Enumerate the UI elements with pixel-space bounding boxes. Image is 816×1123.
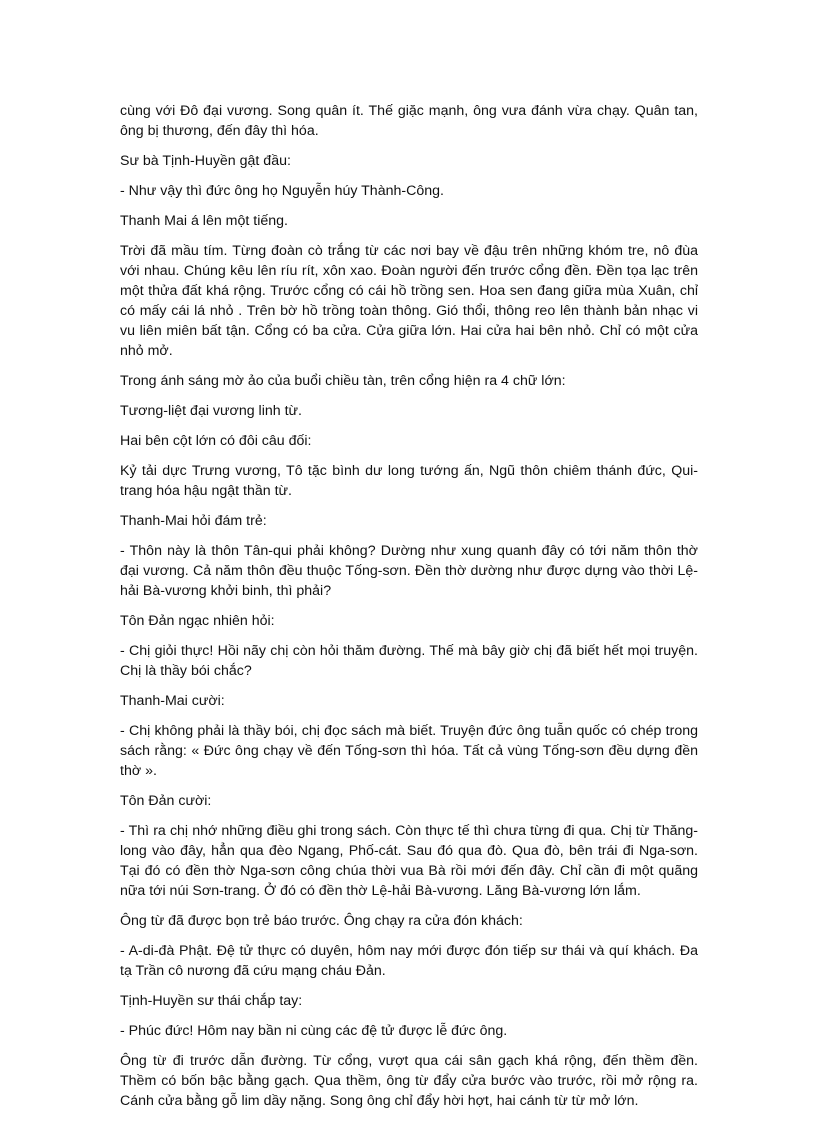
paragraph: Hai bên cột lớn có đôi câu đối: [120,433,312,449]
paragraph: Ông từ đi trước dẫn đường. Từ cổng, vượt qua cái sân gạch khá rộng, đến thềm đền. Thềm có bốn bậc bằng gạch. Qua thềm, ông từ đẩy cửa bước vào trước, rồi mở rộng ra. Cánh cửa bằng gỗ lim dầy nặng. Song ông chỉ đẩy hời hợt, hai cánh từ từ mở lớn. [120,1053,698,1109]
paragraph: - Thì ra chị nhớ những điều ghi trong sách. Còn thực tế thì chưa từng đi qua. Chị từ Thăng-long vào đây, hẳn qua đèo Ngang, Phố-cát. Sau đó qua đò. Qua đò, bên trái đi Nga-sơn. Tại đó có đền thờ Nga-sơn công chúa thời vua Bà rồi mới đến đây. Chỉ cần đi một quãng nữa tới núi Sơn-trang. Ở đó có đền thờ Lệ-hải Bà-vương. Lăng Bà-vương lớn lắm. [120,823,698,899]
paragraph: Trời đã mầu tím. Từng đoàn cò trắng từ các nơi bay về đậu trên những khóm tre, nô đùa với nhau. Chúng kêu lên ríu rít, xôn xao. Đoàn người đến trước cổng đền. Đền tọa lạc trên một thửa đất khá rộng. Trước cổng có cái hồ trồng sen. Hoa sen đang giữa mùa Xuân, chỉ có mấy cái lá nhỏ . Trên bờ hồ trồng toàn thông. Gió thổi, thông reo lên thành bản nhạc vi vu liên miên bất tận. Cổng có ba cửa. Cửa giữa lớn. Hai cửa hai bên nhỏ. Chỉ có một cửa nhỏ mở. [120,243,698,359]
paragraph: Tịnh-Huyền sư thái chắp tay: [120,993,303,1009]
paragraph: Thanh-Mai hỏi đám trẻ: [120,513,267,529]
paragraph: Tương-liệt đại vương linh từ. [120,403,302,419]
paragraph: - Chị không phải là thầy bói, chị đọc sách mà biết. Truyện đức ông tuẫn quốc có chép trong sách rằng: « Đức ông chạy về đến Tống-sơn thì hóa. Tất cả vùng Tống-sơn đều dựng đền thờ ». [120,723,698,779]
paragraph: Kỷ tải dực Trưng vương, Tô tặc bình dư long tướng ấn, Ngũ thôn chiêm thánh đức, Qui-trang hóa hậu ngật thần từ. [120,463,698,499]
paragraph: Ông từ đã được bọn trẻ báo trước. Ông chạy ra cửa đón khách: [120,913,523,929]
document-page [120,101,698,1121]
paragraph: Tôn Đản ngạc nhiên hỏi: [120,613,275,629]
paragraph: - Phúc đức! Hôm nay bần ni cùng các đệ tử được lễ đức ông. [120,1023,508,1039]
paragraph: Thanh Mai á lên một tiếng. [120,213,288,229]
paragraph: - Thôn này là thôn Tân-qui phải không? Dường như xung quanh đây có tới năm thôn thờ đại vương. Cả năm thôn đều thuộc Tống-sơn. Đền thờ dường như được dựng vào thời Lệ-hải Bà-vương khởi binh, thì phải? [120,543,698,599]
paragraph: Trong ánh sáng mờ ảo của buổi chiều tàn, trên cổng hiện ra 4 chữ lớn: [120,373,566,389]
paragraph: Tôn Đản cười: [120,793,212,809]
paragraph: Sư bà Tịnh-Huyền gật đầu: [120,153,291,169]
paragraph: - A-di-đà Phật. Đệ tử thực có duyên, hôm nay mới được đón tiếp sư thái và quí khách. Đa tạ Trần cô nương đã cứu mạng cháu Đản. [120,943,698,979]
paragraph: - Như vậy thì đức ông họ Nguyễn húy Thành-Công. [120,183,444,199]
paragraph: cùng với Đô đại vương. Song quân ít. Thế giặc mạnh, ông vưa đánh vừa chạy. Quân tan, ông bị thương, đến đây thì hóa. [120,103,698,139]
paragraph: Thanh-Mai cười: [120,693,225,709]
paragraph: - Chị giỏi thực! Hồi nãy chị còn hỏi thăm đường. Thế mà bây giờ chị đã biết hết mọi truyện. Chị là thầy bói chắc? [120,643,698,679]
